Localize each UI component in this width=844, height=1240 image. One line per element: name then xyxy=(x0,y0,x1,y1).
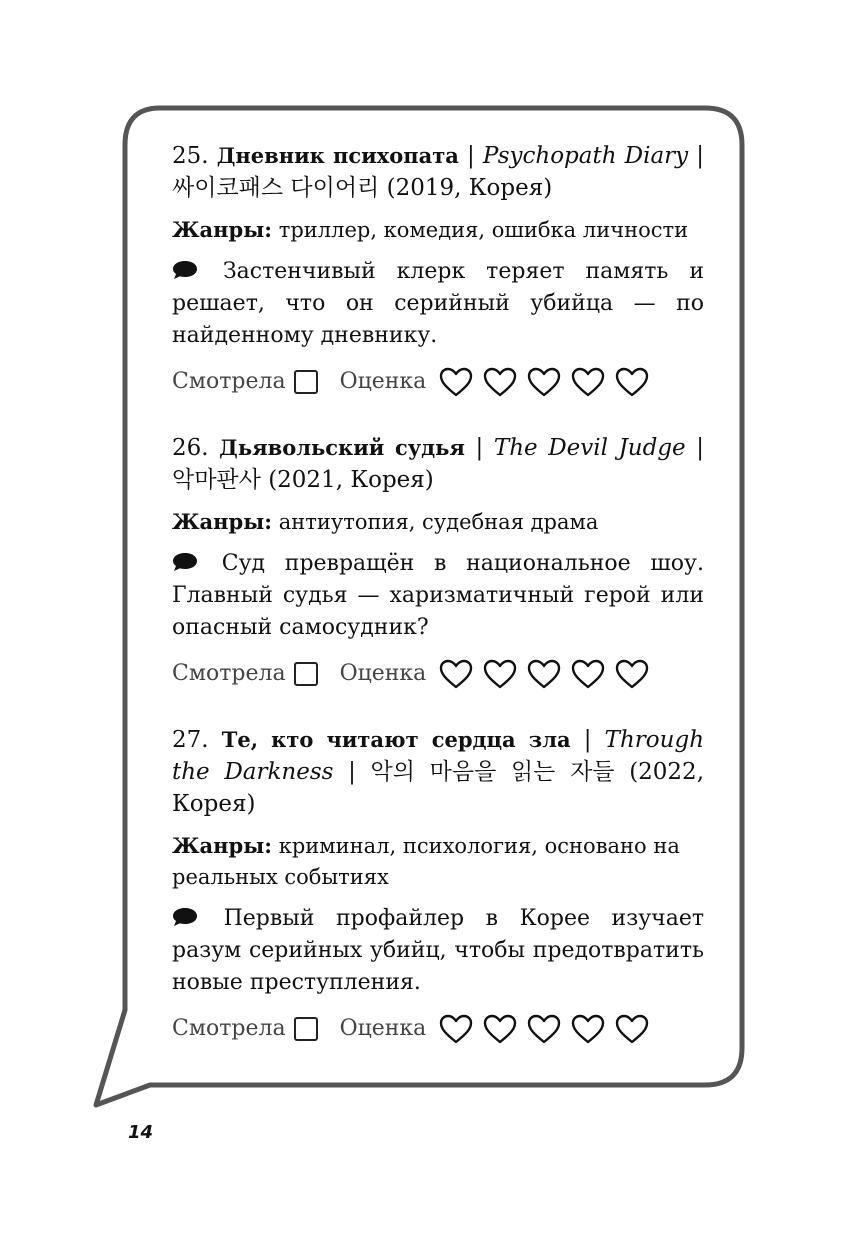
rating-label: Оценка xyxy=(339,369,427,394)
entry-genres xyxy=(172,830,704,893)
entry-title-ru: Дьявольский судья xyxy=(219,435,465,460)
heart-outline-icon[interactable] xyxy=(526,1013,562,1045)
genres-label: Жанры: xyxy=(172,833,273,858)
rating-label: Оценка xyxy=(339,661,427,686)
heart-outline-icon[interactable] xyxy=(526,658,562,690)
entry-meta: (2019, Корея) xyxy=(386,175,553,201)
title-separator: | xyxy=(466,143,475,169)
page-number: 14 xyxy=(128,1122,154,1143)
entry-genres xyxy=(172,214,704,246)
heart-outline-icon[interactable] xyxy=(570,366,606,398)
heart-outline-icon[interactable] xyxy=(482,658,518,690)
genres-label: Жанры: xyxy=(172,509,273,534)
watched-checkbox[interactable] xyxy=(294,1017,318,1041)
rating-hearts xyxy=(438,366,650,398)
description-text: Первый профайлер в Корее изучает разум серийных убийц, чтобы предотвратить новые преступления. xyxy=(172,906,705,995)
entry-title-en: Psychopath Diary xyxy=(482,143,689,169)
entry-title-line xyxy=(172,724,704,820)
entry-title-ru: Те, кто читают сердца зла xyxy=(221,727,571,752)
heart-outline-icon[interactable] xyxy=(614,658,650,690)
entry-title-ko: 악마판사 xyxy=(172,467,261,493)
heart-outline-icon[interactable] xyxy=(438,658,474,690)
entry-title-en: Through the Darkness xyxy=(172,727,705,785)
entry-description xyxy=(172,256,704,352)
rating-hearts xyxy=(438,658,650,690)
entry-title-ko: 싸이코패스 다이어리 xyxy=(172,175,380,201)
speech-bubble-icon xyxy=(172,260,198,280)
entry-description xyxy=(172,903,704,999)
speech-bubble-icon xyxy=(172,907,198,927)
rating-row xyxy=(172,366,704,398)
watched-label: Смотрела xyxy=(172,369,286,394)
watched-checkbox[interactable] xyxy=(294,662,318,686)
entry-title-ru: Дневник психопата xyxy=(216,143,459,168)
rating-label: Оценка xyxy=(339,1016,427,1041)
entry-title-ko: 악의 마음을 읽는 자들 xyxy=(370,759,615,785)
watched-checkbox[interactable] xyxy=(294,370,318,394)
title-separator: | xyxy=(348,759,356,785)
heart-outline-icon[interactable] xyxy=(482,1013,518,1045)
heart-outline-icon[interactable] xyxy=(570,1013,606,1045)
rating-row xyxy=(172,1013,704,1045)
heart-outline-icon[interactable] xyxy=(438,1013,474,1045)
genres-value: криминал, психология, основано на реальных событиях xyxy=(172,834,680,889)
entry-meta: (2021, Корея) xyxy=(268,467,434,493)
heart-outline-icon[interactable] xyxy=(438,366,474,398)
watched-label: Смотрела xyxy=(172,661,286,686)
title-separator: | xyxy=(583,727,592,753)
entry-number: 26. xyxy=(172,435,209,461)
rating-row xyxy=(172,658,704,690)
title-separator: | xyxy=(475,435,484,461)
entry-title-line xyxy=(172,432,704,496)
description-text: Суд превращён в национальное шоу. Главный судья — харизматичный герой или опасный самосудник? xyxy=(172,551,704,640)
entry-description xyxy=(172,548,704,644)
description-text: Застенчивый клерк теряет память и решает, что он серийный убийца — по найденному дневнику. xyxy=(172,259,704,348)
rating-hearts xyxy=(438,1013,650,1045)
speech-bubble-icon xyxy=(172,552,198,572)
title-separator: | xyxy=(696,143,705,169)
entry-genres xyxy=(172,506,704,538)
heart-outline-icon[interactable] xyxy=(614,366,650,398)
heart-outline-icon[interactable] xyxy=(526,366,562,398)
genres-value: триллер, комедия, ошибка личности xyxy=(278,218,689,242)
title-separator: | xyxy=(696,435,705,461)
heart-outline-icon[interactable] xyxy=(570,658,606,690)
drama-entry xyxy=(172,724,704,1045)
heart-outline-icon[interactable] xyxy=(482,366,518,398)
genres-label: Жанры: xyxy=(172,217,273,242)
drama-entry xyxy=(172,432,704,690)
entry-title-line xyxy=(172,140,704,204)
drama-entry xyxy=(172,140,704,398)
entry-title-en: The Devil Judge xyxy=(493,435,686,461)
genres-value: антиутопия, судебная драма xyxy=(278,510,599,534)
entry-number: 25. xyxy=(172,143,209,169)
entry-number: 27. xyxy=(172,727,209,753)
entry-meta: (2022, Корея) xyxy=(172,759,705,817)
entries-list xyxy=(172,140,704,1079)
heart-outline-icon[interactable] xyxy=(614,1013,650,1045)
watched-label: Смотрела xyxy=(172,1016,286,1041)
